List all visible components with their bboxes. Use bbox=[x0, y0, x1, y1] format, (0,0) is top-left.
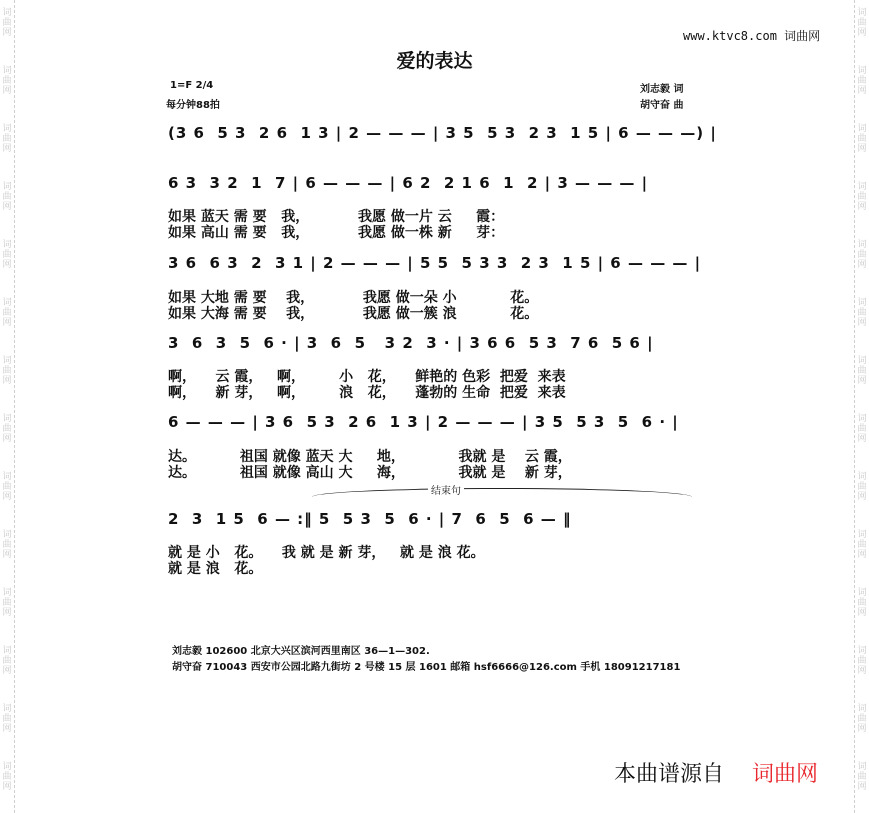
watermark-glyph: 词 曲 网 bbox=[857, 124, 867, 154]
watermark-glyph: 词 曲 网 bbox=[2, 182, 12, 212]
site-label[interactable]: www.ktvc8.com 词曲网 bbox=[683, 29, 821, 43]
watermark-glyph: 词 曲 网 bbox=[857, 66, 867, 96]
score-line-4-lyric-1: 啊， 云 霞， 啊， 小 花， 鲜艳的 色彩 把爱 来表 bbox=[168, 369, 566, 385]
score-line-3-lyric-2: 如果 大海 需 要 我， 我愿 做一簇 浪 花。 bbox=[168, 306, 539, 322]
composer: 胡守奋 曲 bbox=[640, 100, 684, 111]
watermark-glyph: 词 曲 网 bbox=[857, 704, 867, 734]
score-line-2-lyric-2: 如果 高山 需 要 我， 我愿 做一株 新 芽： bbox=[168, 225, 505, 241]
footer-brand-link[interactable]: 词曲网 bbox=[752, 762, 819, 787]
watermark-glyph: 词 曲 网 bbox=[857, 472, 867, 502]
lyricist: 刘志毅 词 bbox=[640, 84, 684, 95]
ending-phrase-label: 结束句 bbox=[428, 482, 464, 497]
score-line-4-notes: 3 6 3 5 6 · | 3 6 5 3 2 3 · | 3 6 6 5 3 7 6 5 6 | bbox=[168, 334, 654, 352]
watermark-glyph: 词 曲 网 bbox=[2, 240, 12, 270]
score-line-5-lyric-2: 达。 祖国 就像 高山 大 海， 我就 是 新 芽， bbox=[168, 465, 572, 481]
watermark-glyph: 词 曲 网 bbox=[2, 66, 12, 96]
watermark-glyph: 词 曲 网 bbox=[2, 356, 12, 386]
watermark-glyph: 词 曲 网 bbox=[857, 240, 867, 270]
watermark-glyph: 词 曲 网 bbox=[857, 182, 867, 212]
watermark-glyph: 词 曲 网 bbox=[2, 762, 12, 792]
score-line-6-lyric-2: 就 是 浪 花。 bbox=[168, 561, 263, 577]
watermark-glyph: 词 曲 网 bbox=[857, 762, 867, 792]
watermark-glyph: 词 曲 网 bbox=[857, 646, 867, 676]
left-watermark-strip bbox=[0, 0, 15, 813]
watermark-glyph: 词 曲 网 bbox=[857, 530, 867, 560]
score-line-3-notes: 3 6 6 3 2 3 1 | 2 — — — | 5 5 5 3 3 2 3 1 5 | 6 — — — | bbox=[168, 254, 702, 272]
score-line-2-lyric-1: 如果 蓝天 需 要 我， 我愿 做一片 云 霞： bbox=[168, 209, 505, 225]
watermark-glyph: 词 曲 网 bbox=[857, 356, 867, 386]
watermark-glyph: 词 曲 网 bbox=[857, 414, 867, 444]
score-line-5-notes: 6 — — — | 3 6 5 3 2 6 1 3 | 2 — — — | 3 5 5 3 5 6 · | bbox=[168, 413, 679, 431]
song-title: 爱的表达 bbox=[396, 50, 473, 72]
watermark-glyph: 词 曲 网 bbox=[2, 530, 12, 560]
watermark-glyph: 词 曲 网 bbox=[857, 588, 867, 618]
watermark-glyph: 词 曲 网 bbox=[2, 8, 12, 38]
watermark-glyph: 词 曲 网 bbox=[857, 298, 867, 328]
watermark-glyph: 词 曲 网 bbox=[2, 704, 12, 734]
ending-phrase-bracket bbox=[312, 488, 692, 497]
score-line-4-lyric-2: 啊， 新 芽， 啊， 浪 花， 蓬勃的 生命 把爱 来表 bbox=[168, 385, 566, 401]
score-line-1: (3 6 5 3 2 6 1 3 | 2 — — — | 3 5 5 3 2 3 1 5 | 6 — — —) | bbox=[168, 124, 717, 142]
watermark-glyph: 词 曲 网 bbox=[2, 472, 12, 502]
score-line-3-lyric-1: 如果 大地 需 要 我， 我愿 做一朵 小 花。 bbox=[168, 290, 539, 306]
score-line-2-notes: 6 3 3 2 1 7 | 6 — — — | 6 2 2 1 6 1 2 | 3 — — — | bbox=[168, 174, 649, 192]
watermark-glyph: 词 曲 网 bbox=[2, 124, 12, 154]
score-line-5-lyric-1: 达。 祖国 就像 蓝天 大 地， 我就 是 云 霞， bbox=[168, 449, 572, 465]
watermark-glyph: 词 曲 网 bbox=[2, 588, 12, 618]
watermark-glyph: 词 曲 网 bbox=[2, 298, 12, 328]
score-line-6-notes: 2 3 1 5 6 — :‖ 5 5 3 5 6 · | 7 6 5 6 — ‖ bbox=[168, 510, 572, 528]
watermark-glyph: 词 曲 网 bbox=[2, 646, 12, 676]
watermark-glyph: 词 曲 网 bbox=[2, 414, 12, 444]
composer-contact: 胡守奋 710043 西安市公园北路九街坊 2 号楼 15 层 1601 邮箱 hsf6666@126.com 手机 18091217181 bbox=[172, 662, 681, 673]
footer-source-text: 本曲谱源自 bbox=[614, 762, 725, 787]
watermark-glyph: 词 曲 网 bbox=[857, 8, 867, 38]
key-signature: 1=F 2/4 bbox=[170, 80, 214, 91]
score-line-6-lyric-1: 就 是 小 花。 我 就 是 新 芽， 就 是 浪 花。 bbox=[168, 545, 485, 561]
tempo: 每分钟88拍 bbox=[166, 100, 220, 111]
lyricist-contact: 刘志毅 102600 北京大兴区滨河西里南区 36—1—302. bbox=[172, 646, 430, 657]
right-watermark-strip bbox=[854, 0, 869, 813]
